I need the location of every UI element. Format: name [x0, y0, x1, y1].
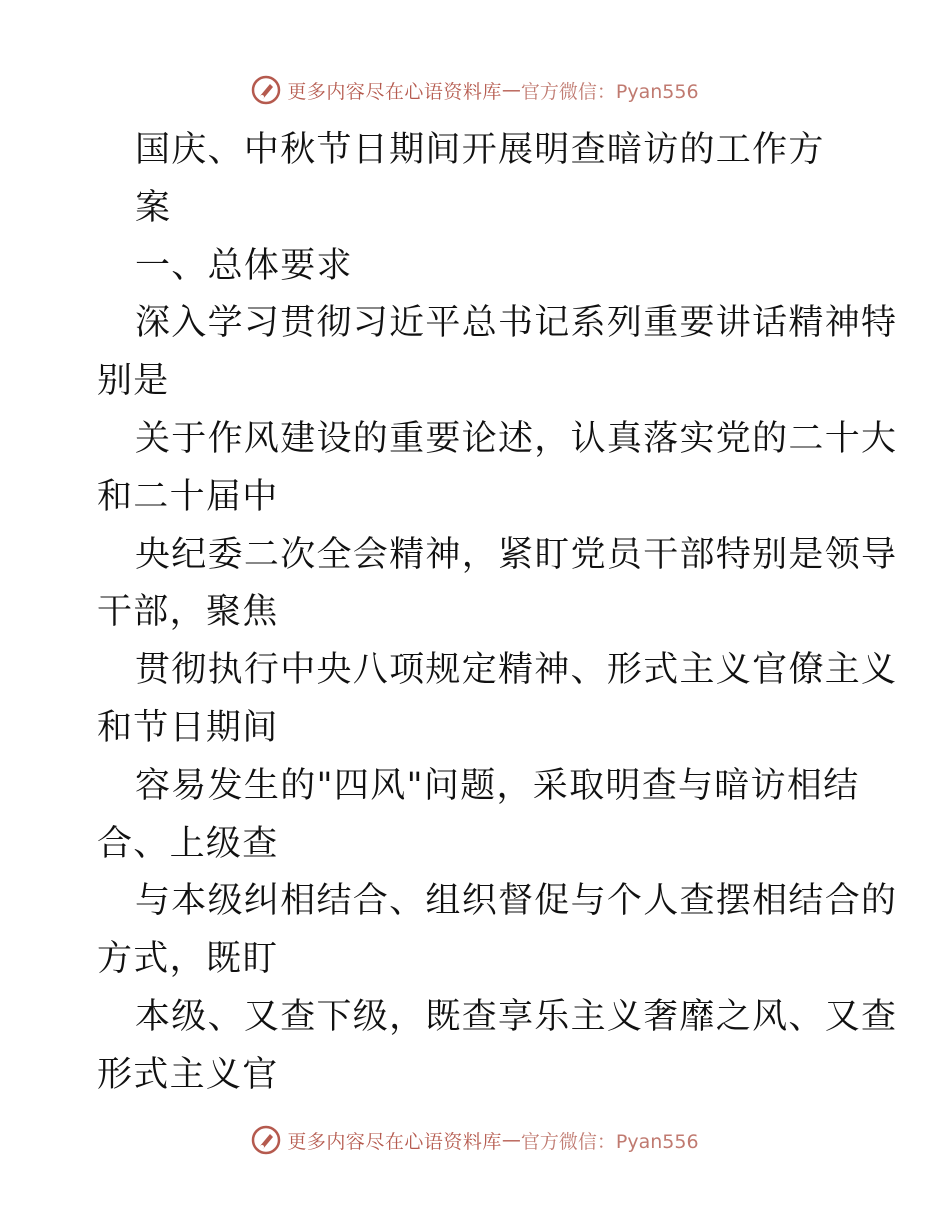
body-line: 和节日期间: [97, 707, 279, 748]
banner-wechat-text: 官方微信：Pyan556: [520, 1130, 699, 1153]
body-line: 与本级纠相结合、组织督促与个人查摆相结合的: [135, 881, 898, 922]
banner-dash: —: [501, 79, 521, 101]
pen-nib-logo-icon: [251, 1125, 281, 1155]
body-line: 形式主义官: [97, 1054, 279, 1095]
footer-watermark-banner: [0, 1122, 950, 1158]
body-line: 容易发生的"四风"问题，采取明查与暗访相结: [135, 765, 860, 806]
body-line: 贯彻执行中央八项规定精神、形式主义官僚主义: [135, 650, 898, 691]
document-title-line-1: 国庆、中秋节日期间开展明查暗访的工作方: [135, 130, 825, 170]
section-heading: 一、总体要求: [135, 245, 353, 286]
header-watermark-banner: [0, 72, 950, 108]
body-line: 央纪委二次全会精神，紧盯党员干部特别是领导: [135, 534, 898, 575]
body-line: 深入学习贯彻习近平总书记系列重要讲话精神特: [135, 303, 898, 344]
document-title-line-2: 案: [135, 187, 172, 228]
body-line: 合、上级查: [97, 823, 279, 864]
banner-site-text: 更多内容尽在心语资料库: [287, 1130, 502, 1153]
body-line: 方式，既盯: [97, 939, 279, 980]
document-body: [97, 122, 898, 1105]
body-line: 本级、又查下级，既查享乐主义奢靡之风、又查: [135, 996, 898, 1037]
banner-site-text: 更多内容尽在心语资料库: [287, 80, 502, 103]
body-line: 和二十届中: [97, 476, 279, 517]
pen-nib-logo-icon: [251, 75, 281, 105]
body-line: 干部，聚焦: [97, 592, 279, 633]
banner-wechat-text: 官方微信：Pyan556: [520, 80, 699, 103]
body-line: 关于作风建设的重要论述，认真落实党的二十大: [135, 418, 898, 459]
banner-dash: —: [501, 1129, 521, 1151]
body-line: 别是: [97, 361, 170, 402]
